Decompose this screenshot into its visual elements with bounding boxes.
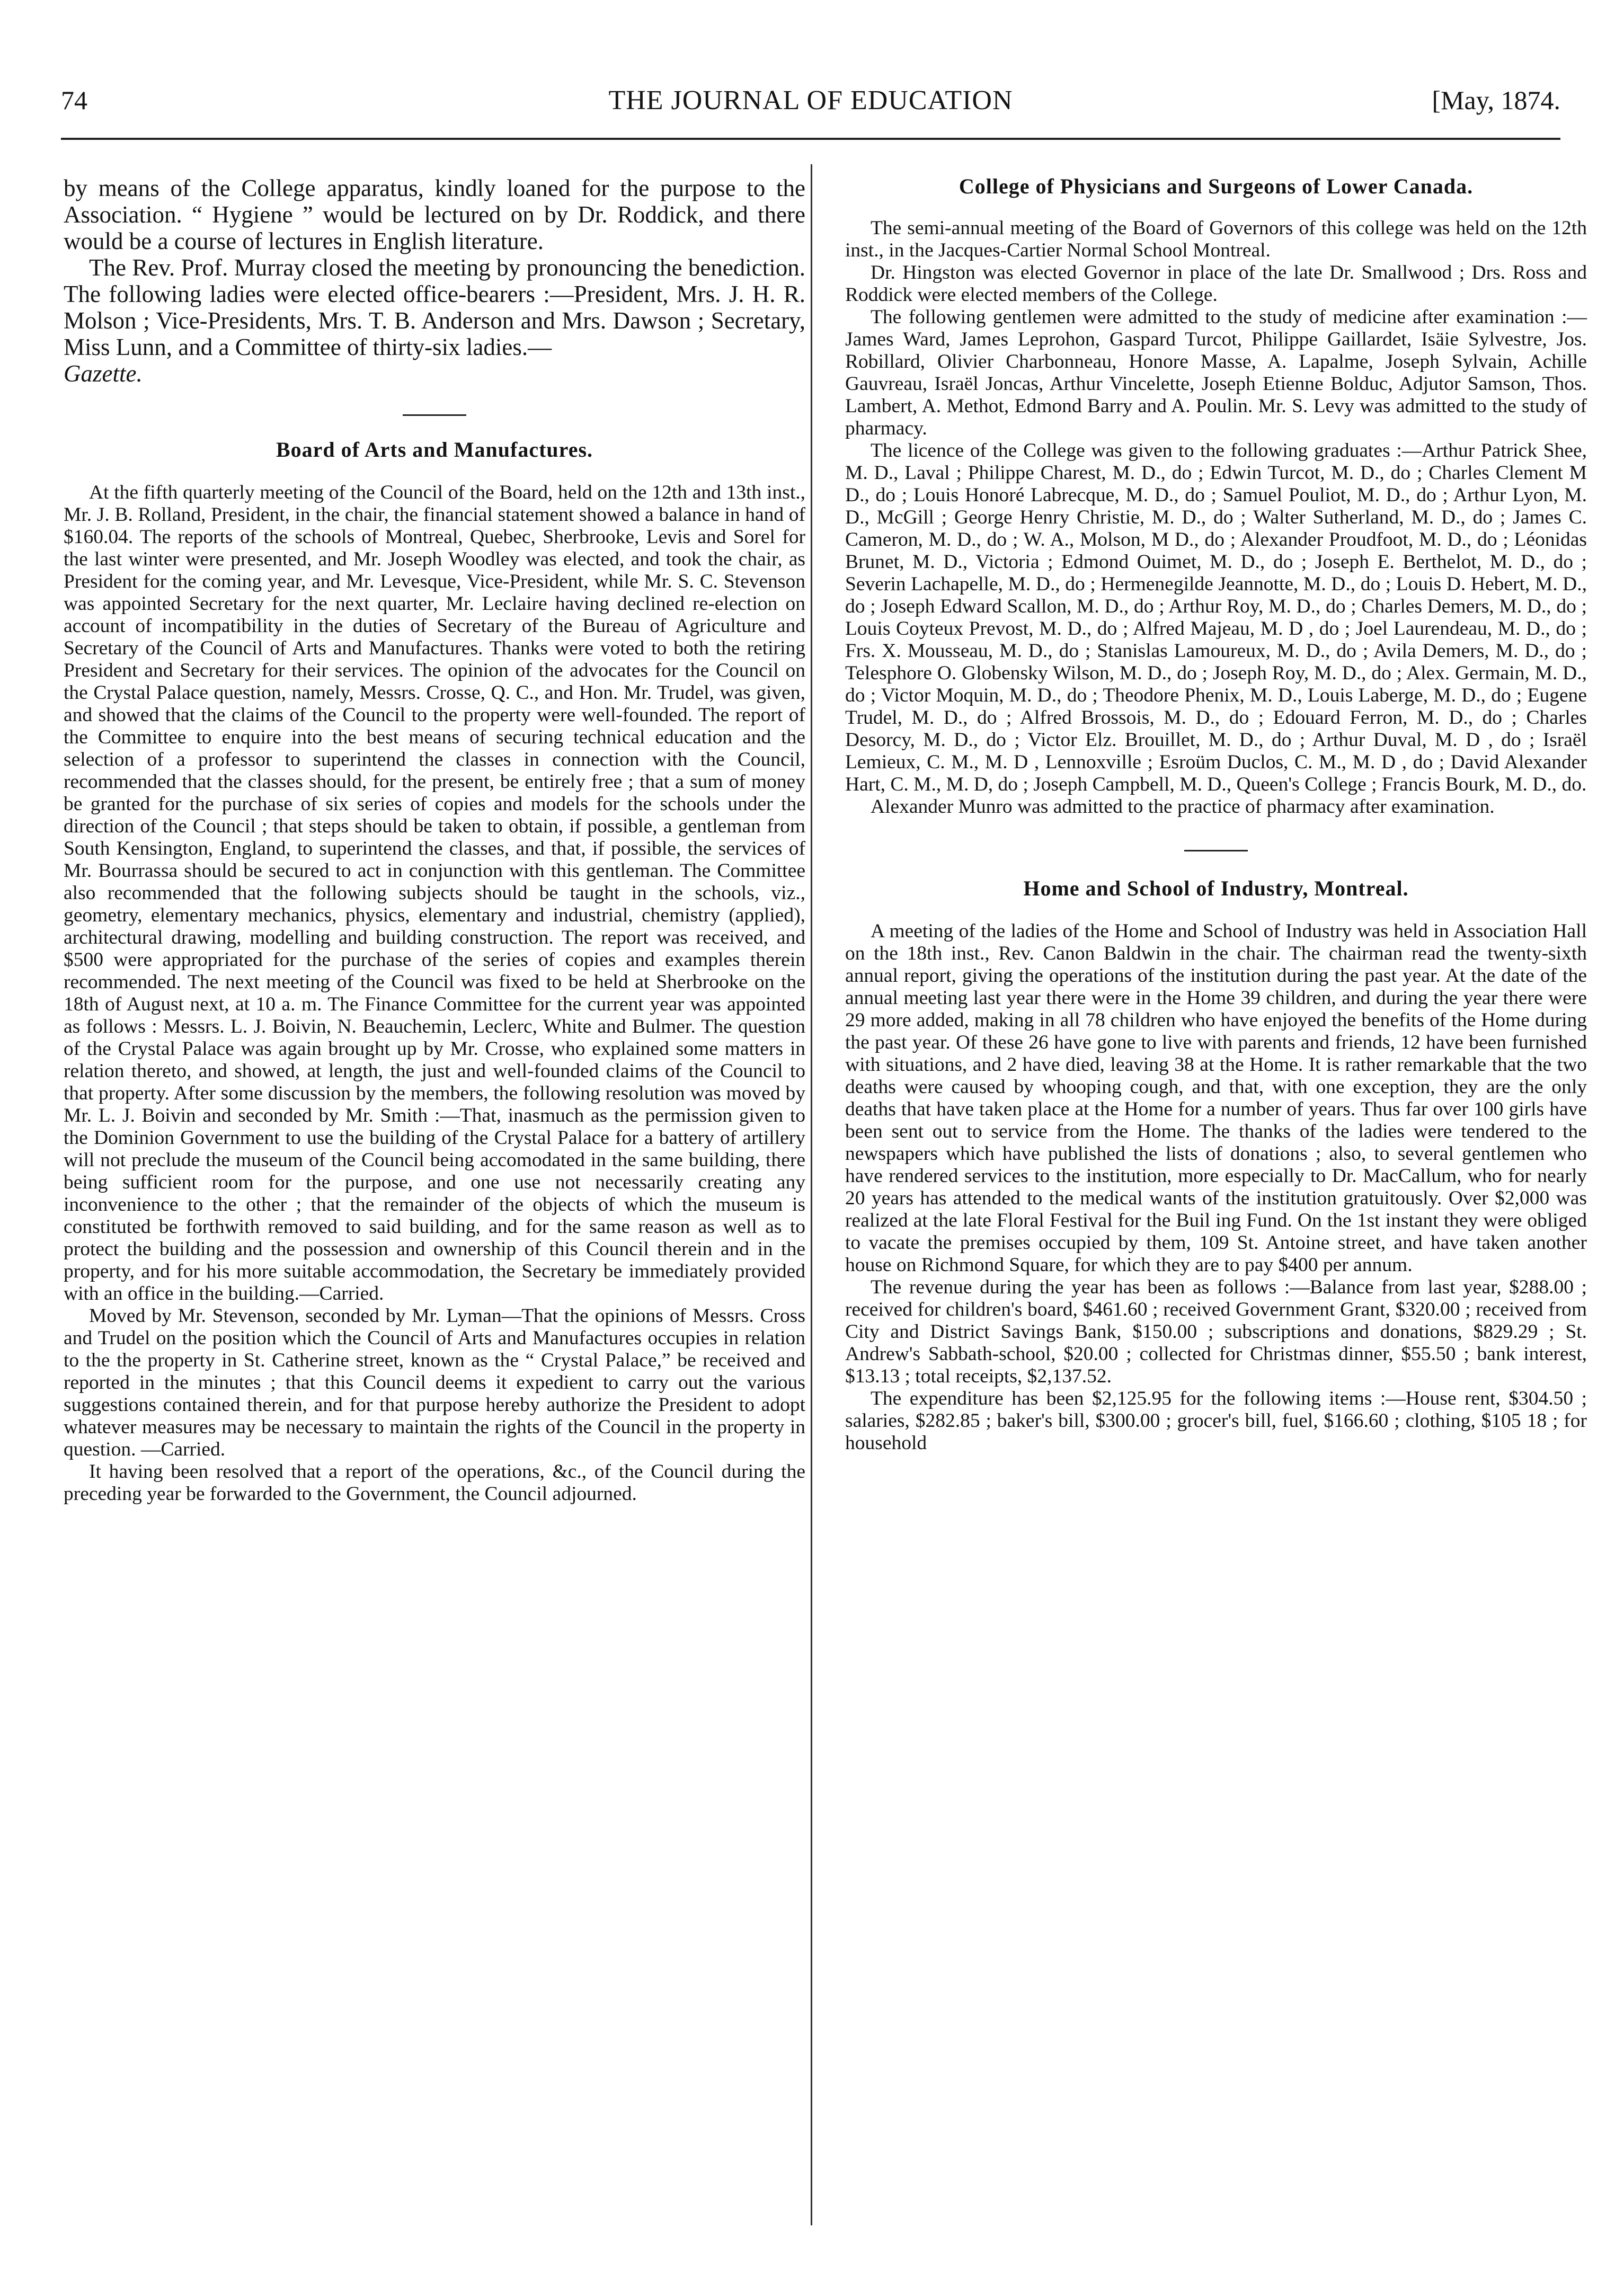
intro-text: The Rev. Prof. Murray closed the meeting by pronouncing the benediction. The following ladies were elected office-bearers :—President, Mrs. J. H. R. Molson ; Vice-Presidents, Mrs. T. B. Anderson and Mrs. Dawson ; Secretary, Miss Lunn, and a Committee of thirty-six ladies.— [64,254,805,360]
section-rule [403,414,466,416]
article-paragraph: The licence of the College was given to the following graduates :—Arthur Patrick Shee, M. D., Laval ; Philippe Charest, M. D., do ; Edwin Turcot, M. D., do ; Charles Clement M D., do ; Louis Honoré Labrecque, M. D., do ; Samuel Pouliot, M. D., do ; Arthur Lyon, M. D., McGill ; George Henry Christie, M. D., do ; Walter Sutherland, M. D., do ; James C. Cameron, M. D., do ; W. A., Molson, M D., do ; Alexander Proudfoot, M. D., do ; Léonidas Brunet, M. D., Victoria ; Edmond Ouimet, M. D., do ; Joseph E. Berthelot, M. D., do ; Severin Lachapelle, M. D., do ; Hermenegilde Jeannotte, M. D., do ; Louis D. Hebert, M. D., do ; Joseph Edward Scallon, M. D., do ; Arthur Roy, M. D., do ; Charles Demers, M. D., do ; Louis Coyteux Prevost, M. D., do ; Alfred Majeau, M. D , do ; Joel Laurendeau, M. D., do ; Frs. X. Mousseau, M. D., do ; Stanislas Lamoureux, M. D., do ; Avila Demers, M. D., do ; Telesphore O. Globensky Wilson, M. D., do ; Joseph Roy, M. D., do ; Alex. Germain, M. D., do ; Victor Moquin, M. D., do ; Theodore Phenix, M. D., Louis Laberge, M. D., do ; Eugene Trudel, M. D., do ; Alfred Brossois, M. D., do ; Edouard Ferron, M. D., do ; Charles Desorcy, M. D., do ; Victor Elz. Brouillet, M. D., do ; Arthur Duval, M. D , do ; Israël Lemieux, C. M., M. D , Lennoxville ; Esroüm Duclos, C. M., M. D , do ; David Alexander Hart, C. M., M. D, do ; Joseph Campbell, M. D., Queen's College ; Francis Bourk, M. D., do. [845,440,1587,795]
intro-paragraph: by means of the College apparatus, kindly loaned for the purpose to the Association. “ Hygiene ” would be lectured on by Dr. Roddick, and there would be a course of lectures in English literature. [64,175,805,254]
journal-title: THE JOURNAL OF EDUCATION [608,85,1013,116]
intro-paragraph [64,254,805,387]
article-paragraph: The following gentlemen were admitted to the study of medicine after examination :—James Ward, James Leprohon, Gaspard Turcot, Philippe Gaillardet, Isäie Sylvestre, Jos. Robillard, Olivier Charbonneau, Honore Masse, A. Lapalme, Joseph Sylvain, Achille Gauvreau, Israël Joncas, Arthur Vincelette, Joseph Etienne Bolduc, Adjutor Samson, Thos. Lambert, A. Methot, Edmond Barry and A. Poulin. Mr. S. Levy was admitted to the study of pharmacy. [845,306,1587,439]
section-title-board-of-arts: Board of Arts and Manufactures. [276,438,593,461]
section-rule [1184,850,1248,851]
section-title-home-and-school: Home and School of Industry, Montreal. [1023,876,1409,900]
intro-source: Gazette. [64,360,143,387]
article-paragraph: Moved by Mr. Stevenson, seconded by Mr. Lyman—That the opinions of Messrs. Cross and Trudel on the position which the Council of Arts and Manufactures occupies in relation to the the property in St. Catherine street, known as the “ Crystal Palace,” be received and reported in the minutes ; that this Council deems it expedient to carry out the various suggestions contained therein, and for that purpose hereby authorize the President to adopt whatever measures may be necessary to maintain the rights of the Council in the property in question. —Carried. [64,1305,805,1460]
article-paragraph: Alexander Munro was admitted to the practice of pharmacy after examination. [871,796,1495,818]
article-paragraph: The semi-annual meeting of the Board of Governors of this college was held on the 12th inst., in the Jacques-Cartier Normal School Montreal. [845,217,1587,261]
article-paragraph: It having been resolved that a report of the operations, &c., of the Council during the preceding year be forwarded to the Government, the Council adjourned. [64,1461,805,1505]
page-number: 74 [61,85,87,115]
page-header [61,85,1560,122]
article-paragraph: The revenue during the year has been as follows :—Balance from last year, $288.00 ; received for children's board, $461.60 ; received Government Grant, $320.00 ; received from City and District Savings Bank, $150.00 ; subscriptions and donations, $829.29 ; St. Andrew's Sabbath-school, $20.00 ; collected for Christmas dinner, $55.50 ; bank interest, $13.13 ; total receipts, $2,137.52. [845,1276,1587,1387]
article-paragraph: Dr. Hingston was elected Governor in place of the late Dr. Smallwood ; Drs. Ross and Roddick were elected members of the College. [845,262,1587,306]
issue-date: [May, 1874. [1432,85,1560,115]
article-paragraph: At the fifth quarterly meeting of the Council of the Board, held on the 12th and 13th inst., Mr. J. B. Rolland, President, in the chair, the financial statement showed a balance in hand of $160.04. The reports of the schools of Montreal, Quebec, Sherbrooke, Levis and Sorel for the last winter were presented, and Mr. Joseph Woodley was elected, and took the chair, as President for the coming year, and Mr. Levesque, Vice-President, while Mr. S. C. Stevenson was appointed Secretary for the next quarter, Mr. Leclaire having declined re-election on account of incompatibility in the duties of Secretary of the Bureau of Agriculture and Secretary of the Council of Arts and Manufactures. Thanks were voted to both the retiring President and Secretary for their services. The opinion of the advocates for the Council on the Crystal Palace question, namely, Messrs. Crosse, Q. C., and Hon. Mr. Trudel, was given, and showed that the claims of the Council to the property were well-founded. The report of the Committee to enquire into the best means of securing technical education and the selection of a professor to superintend the classes in connection with the Council, recommended that the classes should, for the present, be entirely free ; that a sum of money be granted for the purchase of six series of copies and models for the schools under the direction of the Council ; that steps should be taken to obtain, if possible, a gentleman from South Kensington, England, to superintend the classes, and that, if possible, the services of Mr. Bourrassa should be secured to act in conjunction with this gentleman. The Committee also recommended that the following subjects should be taught in the schools, viz., geometry, elementary mechanics, physics, elementary and industrial, chemistry (applied), architectural drawing, modelling and building construction. The report was received, and $500 were appropriated for the purchase of the series of copies and examples therein recommended. The next meeting of the Council was fixed to be held at Sherbrooke on the 18th of August next, at 10 a. m. The Finance Committee for the current year was appointed as follows : Messrs. L. J. Boivin, N. Beauchemin, Leclerc, White and Bulmer. The question of the Crystal Palace was again brought up by Mr. Crosse, who explained some matters in relation thereto, and showed, at length, the just and well-founded claims of the Council to that property. After some discussion by the members, the following resolution was moved by Mr. L. J. Boivin and seconded by Mr. Smith :—That, inasmuch as the permission given to the Dominion Government to use the building of the Crystal Palace for a battery of artillery will not preclude the museum of the Council being accomodated in the same building, there being sufficient room for the purpose, and one use not necessarily creating any inconvenience to the other ; that the remainder of the objects of which the museum is constituted be forthwith removed to said building, and for the same reason as well as to protect the building and the possession and ownership of this Council therein and in the property, and for his more suitable accommodation, the Secretary be immediately provided with an office in the building.—Carried. [64,482,805,1304]
left-column [64,175,805,1505]
header-rule [61,138,1560,140]
section-title-college-of-physicians: College of Physicians and Surgeons of Lower Canada. [959,174,1474,198]
article-paragraph: The expenditure has been $2,125.95 for the following items :—House rent, $304.50 ; salaries, $282.85 ; baker's bill, $300.00 ; grocer's bill, fuel, $166.60 ; clothing, $105 18 ; for household [845,1388,1587,1454]
article-paragraph: A meeting of the ladies of the Home and School of Industry was held in Association Hall on the 18th inst., Rev. Canon Baldwin in the chair. The chairman read the twenty-sixth annual report, giving the operations of the institution during the past year. At the date of the annual meeting last year there were in the Home 39 children, and during the year there were 29 more added, making in all 78 children who have enjoyed the benefits of the Home during the past year. Of these 26 have gone to live with parents and friends, 12 have been furnished with situations, and 2 have died, leaving 38 at the Home. It is rather remarkable that the two deaths were caused by whooping cough, and that, with one exception, they are the only deaths that have taken place at the Home for a number of years. Thus far over 100 girls have been sent out to service from the Home. The thanks of the ladies were tendered to the newspapers which have published the lists of donations ; also, to several gentlemen who have rendered services to the institution, more especially to Dr. MacCallum, who for nearly 20 years has attended to the medical wants of the institution gratuitously. Over $2,000 was realized at the late Floral Festival for the Buil ing Fund. On the 1st instant they were obliged to vacate the premises occupied by them, 109 St. Antoine street, and have taken another house on Richmond Square, for which they are to pay $400 per annum. [845,920,1587,1276]
right-column [845,175,1587,1454]
column-divider [811,164,812,2225]
